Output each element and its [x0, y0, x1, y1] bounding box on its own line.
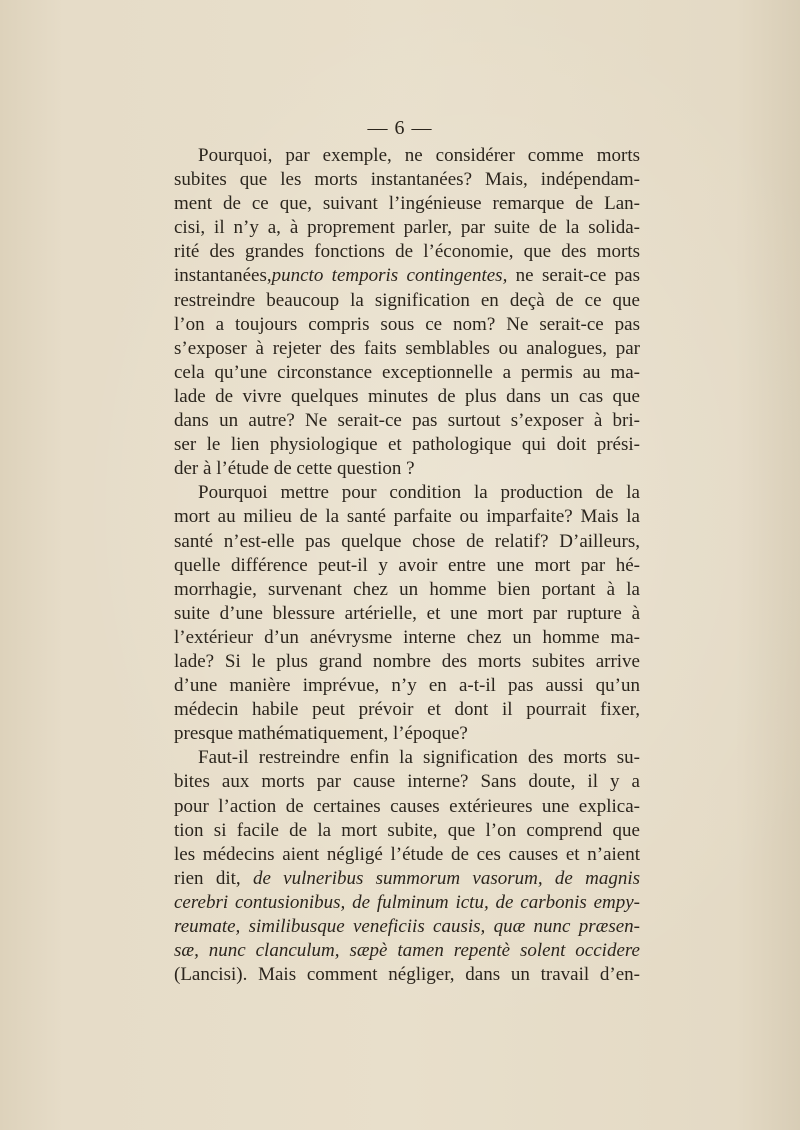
- text-line: quelle différence peut-il y avoir entre une mort par hé-: [174, 554, 640, 576]
- text-line: ment de ce que, suivant l’ingénieuse remarque de Lan-: [174, 193, 640, 215]
- text-line: rité des grandes fonctions de l’économie, que des morts: [174, 241, 640, 263]
- text-line: [174, 939, 640, 963]
- text-line: [174, 915, 640, 939]
- text-line: Faut-il restreindre enfin la signification des morts su-: [198, 747, 640, 769]
- text-line: [174, 891, 640, 915]
- latin-quote: reumate, similibusque veneficiis causis, quæ nunc præsen-: [174, 916, 640, 937]
- text-line: ser le lien physiologique et pathologique qui doit prési-: [174, 434, 640, 456]
- body-text: [174, 144, 640, 987]
- text-line: Pourquoi mettre pour condition la production de la: [198, 482, 640, 504]
- text-line: s’exposer à rejeter des faits semblables ou analogues, par: [174, 337, 640, 359]
- text-segment: rien dit,: [174, 867, 253, 889]
- text-line: subites que les morts instantanées? Mais, indépendam-: [174, 169, 640, 191]
- latin-quote: puncto temporis contingentes,: [271, 265, 508, 287]
- text-line: santé n’est-elle pas quelque chose de relatif? D’ailleurs,: [174, 530, 640, 552]
- text-line: bites aux morts par cause interne? Sans doute, il y a: [174, 771, 640, 793]
- text-line: restreindre beaucoup la signification en deçà de ce que: [174, 289, 640, 311]
- text-segment: ne serait-ce pas: [507, 265, 640, 287]
- text-line: [174, 867, 640, 891]
- text-line: l’on a toujours compris sous ce nom? Ne serait-ce pas: [174, 313, 640, 335]
- text-line: pour l’action de certaines causes extérieures une explica-: [174, 795, 640, 817]
- text-line: l’extérieur d’un anévrysme interne chez un homme ma-: [174, 626, 640, 648]
- latin-quote: de vulneribus summorum vasorum, de magnis: [252, 867, 640, 889]
- text-line: médecin habile peut prévoir et dont il pourrait fixer,: [174, 699, 640, 721]
- text-line: (Lancisi). Mais comment négliger, dans un travail d’en-: [174, 964, 640, 986]
- text-line: der à l’étude de cette question ?: [174, 458, 415, 480]
- text-line: les médecins aient négligé l’étude de ces causes et n’aient: [174, 843, 640, 865]
- text-line: morrhagie, survenant chez un homme bien portant à la: [174, 578, 640, 600]
- text-line: mort au milieu de la santé parfaite ou imparfaite? Mais la: [174, 506, 640, 528]
- text-line: dans un autre? Ne serait-ce pas surtout s’exposer à bri-: [174, 410, 640, 432]
- text-segment: instantanées,: [174, 265, 272, 287]
- text-line: cisi, il n’y a, à proprement parler, par suite de la solida-: [174, 217, 640, 239]
- text-line: lade? Si le plus grand nombre des morts subites arrive: [174, 650, 640, 672]
- text-line: d’une manière imprévue, n’y en a-t-il pas aussi qu’un: [174, 675, 640, 697]
- page-number: — 6 —: [367, 117, 433, 139]
- text-line: lade de vivre quelques minutes de plus dans un cas que: [174, 385, 640, 407]
- text-line: presque mathématiquement, l’époque?: [174, 723, 468, 745]
- latin-quote: sæ, nunc clanculum, sæpè tamen repentè solent occidere: [174, 940, 640, 962]
- text-line: [174, 264, 640, 288]
- text-line: cela qu’une circonstance exceptionnelle a permis au ma-: [174, 361, 640, 383]
- latin-quote: cerebri contusionibus, de fulminum ictu, de carbonis empy-: [174, 891, 640, 913]
- text-line: suite d’une blessure artérielle, et une mort par rupture à: [174, 602, 640, 624]
- text-line: Pourquoi, par exemple, ne considérer comme morts: [198, 145, 640, 166]
- text-line: tion si facile de la mort subite, que l’on comprend que: [174, 819, 640, 841]
